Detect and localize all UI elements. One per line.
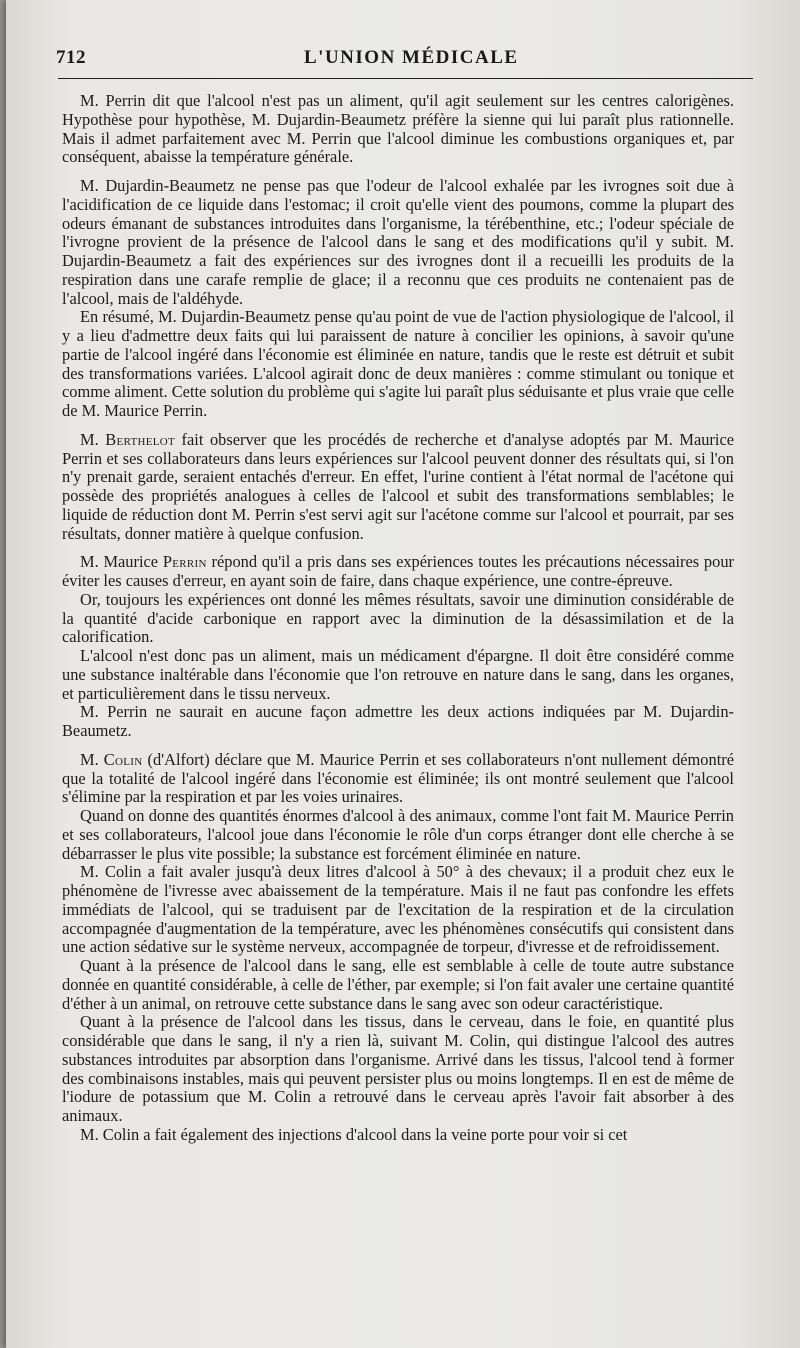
- paragraph: M. Perrin ne saurait en aucune façon admettre les deux actions indiquées par M. Dujardin-Beaumetz.: [62, 702, 734, 740]
- paragraph: M. Berthelot fait observer que les procédés de recherche et d'analyse adoptés par M. Maurice Perrin et ses collaborateurs dans leurs expériences sur l'alcool peuvent donner des résultats qui, si l'on n'y prenait garde, seraient entachés d'erreur. En effet, l'urine contient à l'état normal de l'acétone qui possède des propriétés analogues à celles de l'alcool et subit des transformations semblables; le liquide de réduction dont M. Perrin s'est servi agit sur l'acétone comme sur l'alcool et pourrait, par ses résultats, donner matière à quelque confusion.: [62, 429, 734, 543]
- journal-title: L'UNION MÉDICALE: [304, 47, 519, 68]
- speaker-name: Berthelot: [105, 429, 176, 449]
- paragraph: Quant à la présence de l'alcool dans les tissus, dans le cerveau, dans le foie, en quantité plus considérable que dans le sang, il n'y a rien là, suivant M. Colin, qui distingue l'alcool des autres substances introduites par absorption dans l'organisme. Arrivé dans les tissus, l'alcool tend à former des combinaisons instables, mais qui peuvent persister plus ou moins longtemps. Il en est de même de l'iodure de potassium que M. Colin a retrouvé dans le cerveau après l'avoir fait absorber à des animaux.: [62, 1012, 734, 1125]
- speaker-name: Perrin: [162, 552, 207, 572]
- journal-page: [6, 0, 800, 1348]
- running-header: [56, 44, 756, 74]
- paragraph: M. Colin a fait avaler jusqu'à deux litres d'alcool à 50° à des chevaux; il a produit chez eux le phénomène de l'ivresse avec abaissement de la température. Mais il ne faut pas confondre les effets immédiats de l'alcool, qui se traduisent par de l'excitation de la respiration et de la circulation accompagnée d'augmentation de la température, avec les phénomènes consécutifs qui consistent dans une action sédative sur le système nerveux, accompagnée de torpeur, d'ivresse et de refroidissement.: [62, 862, 734, 957]
- article-body: [62, 92, 734, 1145]
- paragraph: Quand on donne des quantités énormes d'alcool à des animaux, comme l'ont fait M. Maurice Perrin et ses collaborateurs, l'alcool joue dans l'économie le rôle d'un corps étranger dont elle cherche à se débarrasser le plus vite possible; la substance est forcément éliminée en nature.: [62, 806, 734, 863]
- paragraph: Or, toujours les expériences ont donné les mêmes résultats, savoir une diminution considérable de la quantité d'acide carbonique en rapport avec la diminution de la désassimilation et de la calorification.: [62, 589, 734, 647]
- paragraph: M. Maurice Perrin répond qu'il a pris dans ses expériences toutes les précautions nécessaires pour éviter les causes d'erreur, en ayant soin de faire, dans chaque expérience, une contre-épreuve.: [62, 552, 734, 590]
- paragraph: M. Dujardin-Beaumetz ne pense pas que l'odeur de l'alcool exhalée par les ivrognes soit due à l'acidification de ce liquide dans l'estomac; il croit qu'elle vient des poumons, comme la plupart des odeurs émanant de substances introduites dans l'organisme, la térébenthine, etc.; l'odeur spéciale de l'ivrogne provient de la présence de l'alcool dans le sang et des modifications qu'il y subit. M. Dujardin-Beaumetz a fait des expériences sur des ivrognes dont il a recueilli les produits de la respiration dans une carafe remplie de glace; il a reconnu que ces produits ne contenaient pas de l'alcool, mais de l'aldéhyde.: [62, 176, 734, 308]
- paragraph: M. Colin (d'Alfort) déclare que M. Maurice Perrin et ses collaborateurs n'ont nullement démontré que la totalité de l'alcool ingéré dans l'économie est éliminée; ils ont montré seulement que l'alcool s'élimine par la respiration et par les voies urinaires.: [62, 749, 734, 807]
- paragraph: En résumé, M. Dujardin-Beaumetz pense qu'au point de vue de l'action physiologique de l'alcool, il y a lieu d'admettre deux faits qui lui paraissent de nature à concilier les opinions, à savoir qu'une partie de l'alcool ingéré dans l'économie est éliminée en nature, tandis que le reste est détruit et subit des transformations variées. L'alcool agirait donc de deux manières : comme stimulant ou tonique et comme aliment. Cette solution du problème qui s'agite lui paraît plus séduisante et plus vraie que celle de M. Maurice Perrin.: [62, 307, 734, 420]
- speaker-name: Colin: [103, 749, 143, 769]
- paragraph: Quant à la présence de l'alcool dans le sang, elle est semblable à celle de toute autre substance donnée en quantité considérable, à celle de l'éther, par exemple; si l'on fait avaler une certaine quantité d'éther à un animal, on retrouve cette substance dans le sang avec son odeur caractéristique.: [62, 956, 734, 1013]
- header-rule: [58, 78, 753, 79]
- page-number: 712: [56, 47, 86, 68]
- paragraph: L'alcool n'est donc pas un aliment, mais un médicament d'épargne. Il doit être considéré comme une substance inaltérable dans l'économie que l'on retrouve en nature dans le sang, dans les organes, et particulièrement dans le tissu nerveux.: [62, 646, 734, 703]
- paragraph: M. Perrin dit que l'alcool n'est pas un aliment, qu'il agit seulement sur les centres calorigènes. Hypothèse pour hypothèse, M. Dujardin-Beaumetz préfère la sienne qui lui paraît plus rationnelle. Mais il admet parfaitement avec M. Perrin que l'alcool diminue les combustions organiques et, par conséquent, abaisse la température générale.: [62, 91, 734, 167]
- paragraph: M. Colin a fait également des injections d'alcool dans la veine porte pour voir si cet: [80, 1124, 628, 1144]
